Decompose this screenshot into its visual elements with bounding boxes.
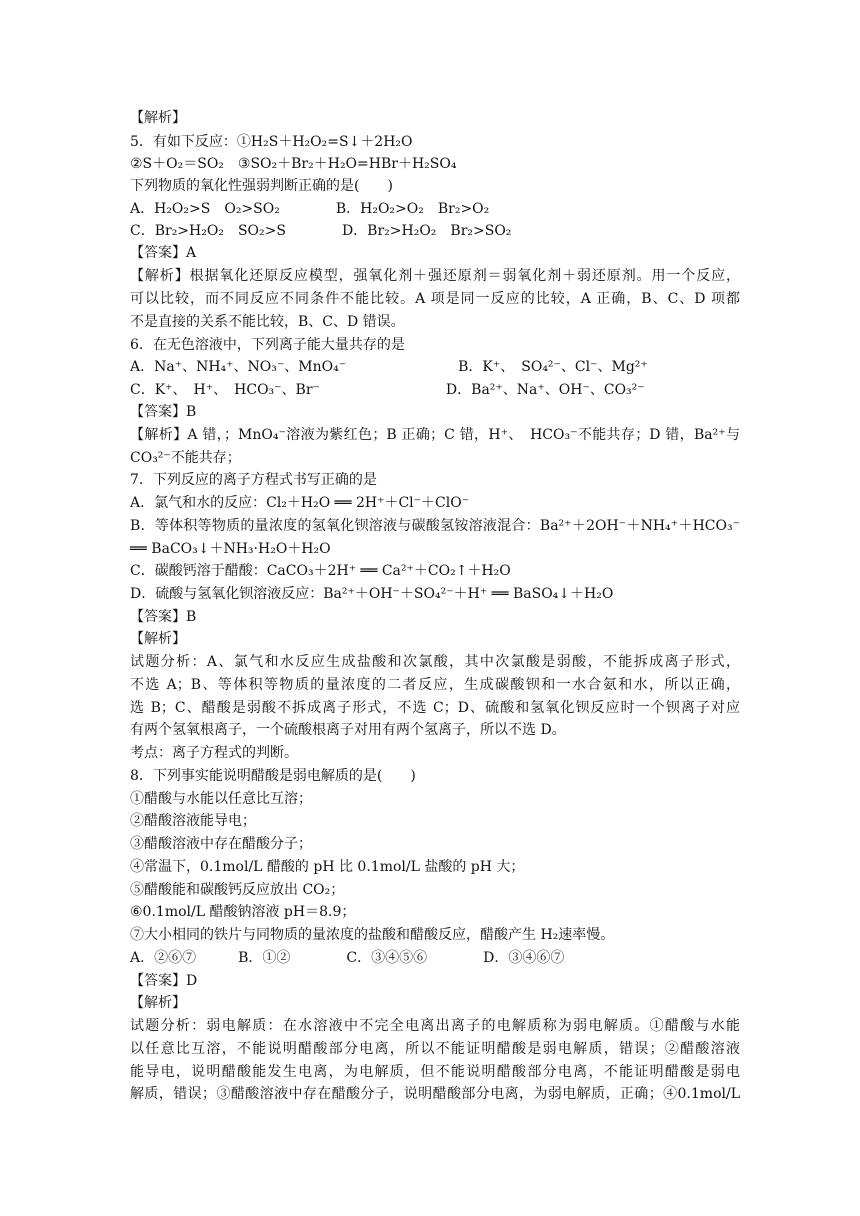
explanation-line: 能导电，说明醋酸能发生电离，为电解质，但不能说明醋酸部分电离，不能证明醋酸是弱电 [130, 1064, 740, 1080]
explanation-line: CO₃²⁻不能共存； [130, 450, 241, 466]
explanation-line: 不是直接的关系不能比较，B、C、D 错误。 [130, 314, 405, 330]
answer-line: 【答案】B [130, 404, 197, 420]
list-item: ③醋酸溶液中存在醋酸分子； [130, 836, 312, 852]
explanation-line: 不选 A；B、等体积等物质的量浓度的二者反应，生成碳酸钡和一水合氨和水，所以正确， [130, 677, 740, 693]
answer-line: 【答案】A [130, 245, 197, 261]
list-item: ①醋酸与水能以任意比互溶； [130, 791, 312, 807]
option-line: C．K⁺、 H⁺、 HCO₃⁻、Br⁻ D．Ba²⁺、Na⁺、OH⁻、CO₃²⁻ [130, 382, 645, 398]
explanation-line: 以任意比互溶，不能说明醋酸部分电离，所以不能证明醋酸是弱电解质，错误；②醋酸溶液 [130, 1041, 740, 1057]
text-line: 【解析】 [130, 110, 186, 126]
explanation-line: 有两个氢氧根离子，一个硫酸根离子对用有两个氢离子，所以不选 D。 [130, 722, 566, 738]
list-item: ⑤醋酸能和碳酸钙反应放出 CO₂； [130, 882, 345, 898]
option-line: A．②⑥⑦ B．①② C．③④⑤⑥ D．③④⑥⑦ [130, 950, 565, 966]
text-line: ②S＋O₂＝SO₂ ③SO₂＋Br₂＋H₂O=HBr＋H₂SO₄ [130, 156, 457, 172]
text-line: 下列物质的氧化性强弱判断正确的是( ) [130, 178, 393, 194]
explanation-line: 可以比较，而不同反应不同条件不能比较。A 项是同一反应的比较，A 正确，B、C、D 项都 [130, 291, 740, 307]
text-line: 【解析】 [130, 995, 186, 1011]
question-5-stem: 5．有如下反应：①H₂S＋H₂O₂=S↓＋2H₂O [130, 134, 413, 150]
explanation-line: 选 B；C、醋酸是弱酸不拆成离子形式，不选 C；D、硫酸和氢氧化钡反应时一个钡离子对应 [130, 700, 740, 716]
explanation-line: 考点：离子方程式的判断。 [130, 745, 298, 761]
list-item: ⑥0.1mol/L 醋酸钠溶液 pH＝8.9； [130, 904, 356, 920]
explanation-line: 解质，错误；③醋酸溶液中存在醋酸分子，说明醋酸部分电离，为弱电解质，正确；④0.1mol/L [130, 1086, 740, 1102]
answer-line: 【答案】B [130, 609, 197, 625]
answer-line: 【答案】D [130, 973, 198, 989]
explanation-line: 【解析】A 错，；MnO₄⁻溶液为紫红色；B 正确；C 错，H⁺、 HCO₃⁻不能共存；D 错，Ba²⁺与 [130, 427, 740, 443]
option-line: C．Br₂>H₂O₂ SO₂>S D．Br₂>H₂O₂ Br₂>SO₂ [130, 223, 512, 239]
option-line: A．Na⁺、NH₄⁺、NO₃⁻、MnO₄⁻ B．K⁺、 SO₄²⁻、Cl⁻、Mg²⁺ [130, 359, 648, 375]
list-item: ②醋酸溶液能导电； [130, 813, 256, 829]
option-line: A．H₂O₂>S O₂>SO₂ B．H₂O₂>O₂ Br₂>O₂ [130, 201, 490, 217]
question-8-stem: 8．下列事实能说明醋酸是弱电解质的是( ) [130, 768, 416, 784]
option-line: D．硫酸与氢氧化钡溶液反应：Ba²⁺＋OH⁻＋SO₄²⁻＋H⁺ ══ BaSO₄↓＋H₂O [130, 586, 614, 602]
list-item: ④常温下，0.1mol/L 醋酸的 pH 比 0.1mol/L 盐酸的 pH 大； [130, 859, 525, 875]
question-6-stem: 6．在无色溶液中，下列离子能大量共存的是 [130, 337, 405, 353]
list-item: ⑦大小相同的铁片与同物质的量浓度的盐酸和醋酸反应，醋酸产生 H₂速率慢。 [130, 927, 615, 943]
explanation-line: 试题分析：A、氯气和水反应生成盐酸和次氯酸，其中次氯酸是弱酸，不能拆成离子形式， [130, 654, 740, 670]
option-line: C．碳酸钙溶于醋酸：CaCO₃＋2H⁺ ══ Ca²⁺＋CO₂↑＋H₂O [130, 563, 511, 579]
option-line: A．氯气和水的反应：Cl₂＋H₂O ══ 2H⁺＋Cl⁻＋ClO⁻ [130, 495, 470, 511]
option-line: B．等体积等物质的量浓度的氢氧化钡溶液与碳酸氢铵溶液混合：Ba²⁺＋2OH⁻＋NH₄⁺＋HCO₃⁻ [130, 518, 740, 534]
explanation-line: 【解析】根据氧化还原反应模型，强氧化剂＋强还原剂＝弱氧化剂＋弱还原剂。用一个反应， [130, 268, 740, 284]
question-7-stem: 7．下列反应的离子方程式书写正确的是 [130, 472, 377, 488]
text-line: 【解析】 [130, 631, 186, 647]
option-line: ══ BaCO₃↓＋NH₃·H₂O＋H₂O [130, 541, 331, 557]
explanation-line: 试题分析：弱电解质：在水溶液中不完全电离出离子的电解质称为弱电解质。①醋酸与水能 [130, 1018, 740, 1034]
